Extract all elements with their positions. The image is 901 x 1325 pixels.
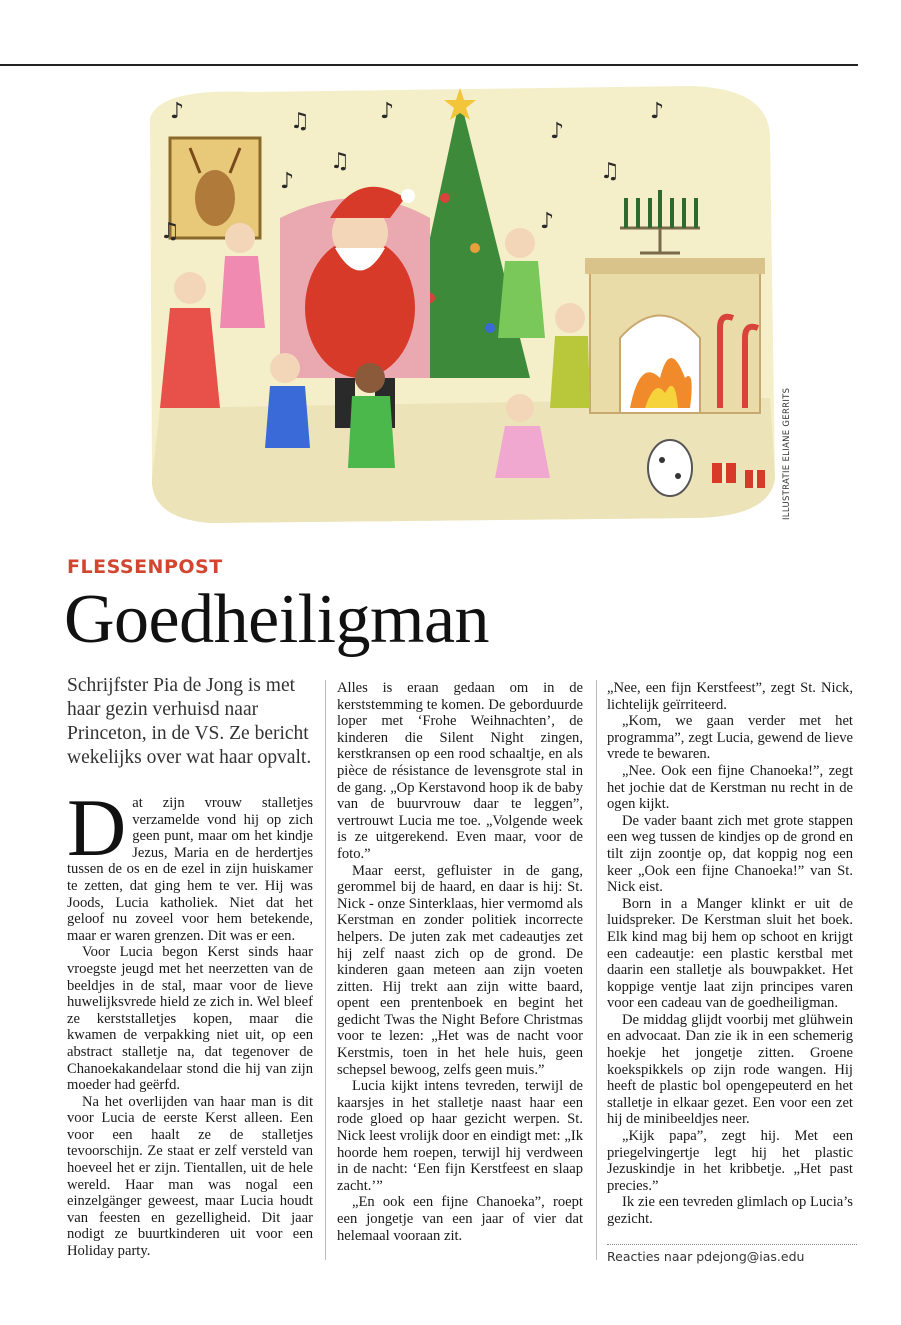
section-kicker: FLESSENPOST [67, 556, 223, 578]
paragraph: Alles is eraan gedaan om in de kerststemming te komen. De geborduurde loper met ‘Frohe Weihnachten’, de kinderen die Silent Night zingen, kerstkransen op een rood schaaltje, en als pièce de résistance de levensgrote stal in de gang. „Op Kerstavond hoop ik de baby van de buurvrouw daar te leggen”, vertrouwt Lucia me toe. „Volgende week is ze uitgerekend. Even maar, voor de foto.” [337, 680, 583, 862]
illustration-credit: ILLUSTRATIE ELIANE GERRITS [782, 387, 792, 520]
reacties-email[interactable]: Reacties naar pdejong@ias.edu [607, 1244, 857, 1264]
svg-text:♪: ♪ [650, 99, 665, 124]
column-divider [325, 680, 326, 1260]
paragraph: De middag glijdt voorbij met glühwein en advocaat. Dan zie ik in een schemerig hoekje het jongetje zitten. Groene koekspikkels op zijn rode wangen. Hij heeft de plastic bol opengepeuterd en het stalletje in elkaar gezet. Een voor een zet hij de minibeeldjes neer. [607, 1011, 853, 1128]
paragraph: „Nee, een fijn Kerstfeest”, zegt St. Nick, lichtelijk geïrriteerd. [607, 680, 853, 713]
article-column-2 [337, 680, 583, 1244]
article-headline: Goedheiligman [64, 581, 490, 658]
paragraph: De vader baant zich met grote stappen een weg tussen de kindjes op de grond en tilt zijn zoontje op, dat koppig nog een keer „Ook een fijne Chanoeka!” van St. Nick eist. [607, 812, 853, 896]
dropcap: D [67, 782, 127, 873]
paragraph: Ik zie een tevreden glimlach op Lucia’s gezicht. [607, 1194, 853, 1227]
paragraph: „Kijk papa”, zegt hij. Met een priegelvingertje legt hij het plastic Jezuskindje in het kribbetje. „Het past precies.” [607, 1128, 853, 1194]
paragraph: Dat zijn vrouw stalletjes verzamelde vond hij op zich geen punt, maar om het kindje Jezus, Maria en de herdertjes tussen de os en de ezel in zijn huiskamer te zetten, dat ging hem te ver. Hij was Joods, Lucia katholiek. Niet dat het geloof nu zoveel voor hem betekende, maar er waren grenzen. Dit was er een. [67, 782, 313, 944]
paragraph: Lucia kijkt intens tevreden, terwijl de kaarsjes in het stalletje naast haar een rode gloed op haar gezicht werpen. St. Nick leest vrolijk door en eindigt met: „Ik hoorde hem roepen, terwijl hij verdween in de nacht: ‘Een fijn Kerstfeest en slaap zacht.’” [337, 1078, 583, 1194]
svg-text:♫: ♫ [290, 109, 310, 134]
paragraph: Na het overlijden van haar man is dit voor Lucia de eerste Kerst alleen. Een voor een haalt ze de stalletjes tevoorschijn. Ze staat er zelf versteld van hoeveel het er zijn. Tientallen, uit de hele wereld. Haar man was nogal een einzelgänger geweest, maar Lucia houdt van feesten en gezelligheid. Dit jaar nodigt ze buurtkinderen uit voor een Holiday party. [67, 1093, 313, 1260]
paragraph: Born in a Manger klinkt er uit de luidspreker. De Kerstman sluit het boek. Elk kind mag bij hem op schoot en krijgt een cadeautje: een plastic kerstbal met daarin een stalletje als bouwpakket. Het koppige ventje laat zijn principes varen voor een cadeau van de goedheiligman. [607, 895, 853, 1012]
column-divider [596, 680, 597, 1260]
svg-text:♫: ♫ [160, 219, 180, 244]
paragraph: „Kom, we gaan verder met het programma”, zegt Lucia, gewend de lieve vrede te bewaren. [607, 713, 853, 763]
svg-text:♪: ♪ [280, 169, 295, 194]
paragraph: Maar eerst, gefluister in de gang, gerommel bij de haard, en daar is hij: St. Nick - onze Sinterklaas, hier vermomd als Kerstman en zonder politiek incorrecte helpers. De juten zak met cadeautjes zet hij zelf naast zich op de grond. De kinderen gaan meteen aan zijn voeten zitten. Hij trekt aan zijn witte baard, opent een prentenboek en begint het gedicht Twas the Night Before Christmas voor te lezen: „Het was de nacht voor Kerstmis, toen in het hele huis, geen schepsel bewoog, zelfs geen muis.” [337, 862, 583, 1078]
svg-text:♪: ♪ [170, 99, 185, 124]
paragraph: „Nee. Ook een fijne Chanoeka!”, zegt het jochie dat de Kerstman nu recht in de ogen kijkt. [607, 762, 853, 813]
article-column-3 [607, 680, 853, 1228]
article-column-1 [67, 782, 313, 1260]
svg-text:♫: ♫ [600, 159, 620, 184]
top-rule [0, 64, 858, 66]
svg-text:♫: ♫ [330, 149, 350, 174]
article-intro: Schrijfster Pia de Jong is met haar gezin verhuisd naar Princeton, in de VS. Ze bericht wekelijks over wat haar opvalt. [67, 675, 312, 768]
svg-text:♪: ♪ [550, 119, 565, 144]
svg-text:♪: ♪ [380, 99, 395, 124]
christmas-party-illustration [130, 78, 790, 538]
paragraph: Voor Lucia begon Kerst sinds haar vroegste jeugd met het neerzetten van de beeldjes in de stal, maar voor de lieve huwelijksvrede hield ze zich in. Wel bleef ze kerststalletjes kopen, maar die kwamen de verpakking niet uit, op een abstract stalletje na, dat tegenover de Chanoekakandelaar stond die hij van zijn moeder had geërfd. [67, 944, 313, 1094]
paragraph: „En ook een fijne Chanoeka”, roept een jongetje van een jaar of vier dat helemaal vooraan zit. [337, 1194, 583, 1244]
svg-text:♪: ♪ [540, 209, 555, 234]
